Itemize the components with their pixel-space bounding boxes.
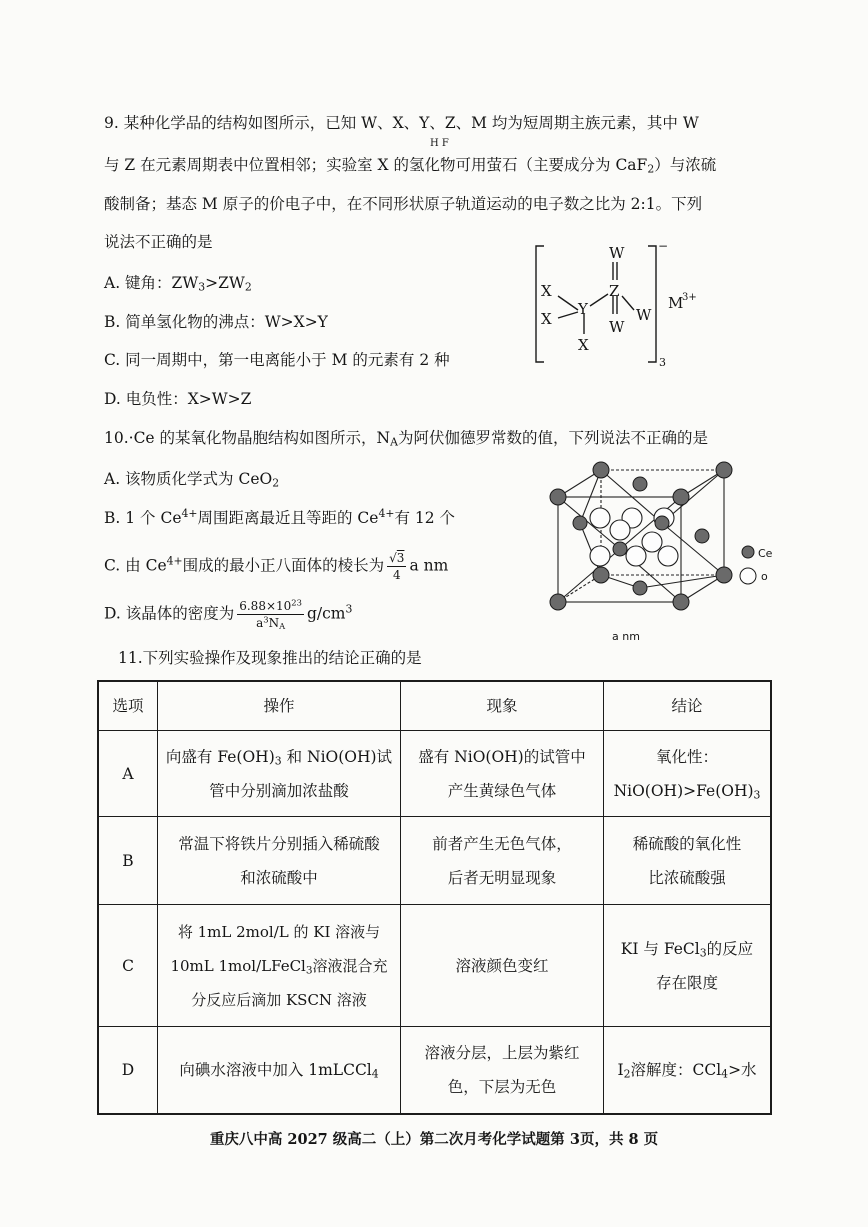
row-d-ph-1: 溶液分层，上层为紫红 — [424, 1044, 580, 1062]
row-b-co-1: 稀硫酸的氧化性 — [632, 834, 742, 853]
table-row-c-phenomenon — [401, 905, 603, 1026]
q9-option-a-mid: >ZW — [205, 274, 245, 292]
table-row-b-phenomenon — [401, 817, 603, 904]
table-row-b-conclusion — [604, 817, 770, 904]
row-a-co-sub: 3 — [753, 788, 761, 802]
row-c-co-2: 的反应 — [706, 939, 754, 958]
table-header-operation — [158, 682, 400, 730]
table-row-d-phenomenon — [401, 1027, 603, 1113]
q10-option-d-unit: g/cm — [306, 604, 346, 623]
row-c-op-3: 溶液混合充 — [312, 956, 388, 975]
row-d-op-1: 向碘水溶液中加入 1mLCCl — [179, 1061, 372, 1079]
row-c-op-1: 将 1mL 2mol/L 的 KI 溶液与 — [177, 922, 381, 941]
row-c-ph-1: 溶液颜色变红 — [455, 956, 549, 975]
legend-ce-label: Ce — [758, 547, 773, 560]
q10-c-numerator: 3 — [396, 551, 405, 565]
q10-c-denominator: 4 — [392, 568, 401, 582]
row-a-co-1: 氧化性： — [655, 747, 718, 766]
q10-option-a-sub: 2 — [272, 476, 280, 490]
q10-option-c — [104, 550, 448, 583]
row-d-co-1: I — [617, 1061, 624, 1079]
q9-line-2-text: 与 Z 在元素周期表中位置相邻；实验室 X 的氢化物可用萤石（主要成分为 CaF — [104, 156, 648, 174]
row-a-op-sub: 3 — [274, 754, 282, 768]
struct-atom-z: Z — [609, 282, 620, 300]
table-row-c-conclusion — [604, 905, 770, 1026]
row-c-op-2: 10mL 1mol/LFeCl — [170, 956, 306, 975]
header-phenomenon-text: 现象 — [486, 697, 518, 715]
struct-cation: M — [668, 294, 684, 312]
q10-option-d-fraction — [237, 598, 304, 631]
header-option-text: 选项 — [112, 697, 144, 715]
table-row-a-operation — [158, 731, 400, 816]
row-a-op-3: 管中分别滴加浓盐酸 — [209, 781, 349, 800]
row-d-ph-2: 色，下层为无色 — [447, 1078, 557, 1096]
q10-option-c-text: C. 由 Ce — [104, 556, 167, 575]
q10-option-c-mid: 围成的最小正八面体的棱长为 — [182, 556, 385, 575]
q9-option-a-sub1: 3 — [198, 280, 206, 294]
q9-structure-diagram — [530, 238, 730, 368]
q10-option-b — [104, 508, 455, 528]
struct-atom-x-2: X — [541, 310, 552, 328]
q10-option-b-text: B. 1 个 Ce — [104, 509, 182, 527]
q10-stem-sub: A — [390, 435, 398, 449]
struct-count: 3 — [659, 356, 666, 368]
struct-atom-x-3: X — [578, 336, 589, 354]
table-header-phenomenon — [401, 682, 603, 730]
row-c-co-sub: 3 — [699, 946, 707, 960]
row-a-op-1: 向盛有 Fe(OH) — [165, 747, 275, 766]
struct-atom-w-right: W — [636, 306, 652, 324]
row-d-op-sub: 4 — [371, 1067, 379, 1081]
q11-stem: 11.下列实验操作及现象推出的结论正确的是 — [118, 649, 422, 667]
q10-stem — [104, 428, 708, 448]
legend-ce-atom-icon — [740, 544, 756, 560]
q10-d-den-sup: 3 — [263, 614, 269, 625]
q9-option-a-sub2: 2 — [244, 280, 252, 294]
q10-d-numerator-sup: 23 — [291, 597, 302, 608]
q10-option-b-mid: 周围距离最近且等距的 Ce — [197, 509, 379, 527]
row-c-op-4: 分反应后滴加 KSCN 溶液 — [191, 990, 367, 1009]
table-row-c-option — [99, 905, 157, 1026]
q9-line-4: 说法不正确的是 — [104, 233, 213, 251]
q9-line-1: 9. 某种化学品的结构如图所示，已知 W、X、Y、Z、M 均为短周期主族元素，其中 W — [104, 114, 699, 132]
q10-option-c-fraction: $\frac{√3}{4}$ — [389, 551, 405, 582]
row-b-option-text: B — [122, 851, 134, 870]
struct-atom-y: Y — [578, 300, 588, 318]
table-row-a-phenomenon — [401, 731, 603, 816]
struct-atom-x-1: X — [541, 282, 552, 300]
q10-d-den-sub: A — [279, 621, 286, 632]
q10-option-b-sup1: 4+ — [181, 507, 198, 521]
q10-d-numerator: 6.88×10 — [239, 599, 292, 613]
row-c-op-sub: 3 — [305, 964, 313, 977]
experiment-table — [97, 680, 772, 1115]
row-c-co-1: KI 与 FeCl — [620, 939, 700, 958]
row-a-co-2: NiO(OH)>Fe(OH) — [613, 781, 754, 800]
q9-option-d: D. 电负性：X>W>Z — [104, 390, 252, 408]
caf2-subscript: 2 — [647, 162, 655, 176]
crystal-cell-diagram — [540, 460, 740, 650]
row-b-co-2: 比浓硫酸强 — [648, 868, 726, 887]
struct-cation-charge: 3+ — [682, 292, 697, 303]
row-d-co-3: >水 — [728, 1061, 757, 1079]
table-row-d-conclusion — [604, 1027, 770, 1113]
row-d-option-text: D — [121, 1061, 135, 1079]
q9-hf-note: H F — [430, 138, 449, 149]
q10-option-d-text: D. 该晶体的密度为 — [104, 604, 235, 623]
q9-option-b: B. 简单氢化物的沸点：W>X>Y — [104, 313, 328, 331]
row-a-option-text: A — [122, 764, 134, 783]
table-row-c-operation — [158, 905, 400, 1026]
q9-line-3: 酸制备；基态 M 原子的价电子中，在不同形状原子轨道运动的电子数之比为 2:1。下列 — [104, 195, 703, 213]
header-conclusion-text: 结论 — [671, 697, 703, 715]
row-b-ph-1: 前者产生无色气体， — [432, 834, 572, 853]
row-a-op-2: 和 NiO(OH)试 — [281, 747, 393, 766]
q10-d-den-a: a — [256, 616, 264, 630]
table-row-a-option — [99, 731, 157, 816]
q9-option-c: C. 同一周期中，第一电离能小于 M 的元素有 2 种 — [104, 351, 450, 369]
q10-option-d-unit-sup: 3 — [345, 602, 353, 616]
q10-stem-text: 10.·Ce 的某氧化物晶胞结构如图所示，N — [104, 429, 391, 447]
q10-option-c-sup: 4+ — [166, 554, 183, 568]
cell-edge-label: a nm — [612, 630, 640, 643]
row-b-ph-2: 后者无明显现象 — [447, 868, 557, 887]
header-operation-text: 操作 — [263, 697, 295, 715]
table-row-b-operation — [158, 817, 400, 904]
struct-atom-w-top: W — [609, 244, 625, 262]
q10-option-c-tail: a nm — [409, 556, 449, 575]
q9-option-a — [104, 273, 252, 293]
row-b-op-2: 和浓硫酸中 — [240, 868, 318, 887]
legend-o-atom-icon — [738, 566, 758, 586]
q10-option-a — [104, 469, 279, 489]
table-row-a-conclusion — [604, 731, 770, 816]
table-row-b-option — [99, 817, 157, 904]
row-a-ph-1: 盛有 NiO(OH)的试管中 — [418, 747, 586, 766]
q10-option-b-sup2: 4+ — [378, 507, 395, 521]
q10-d-den-n: N — [268, 616, 280, 630]
row-d-co-sub2: 4 — [721, 1067, 729, 1081]
table-header-option — [99, 682, 157, 730]
row-c-option-text: C — [122, 956, 134, 975]
table-row-d-operation — [158, 1027, 400, 1113]
struct-atom-w-bottom: W — [609, 318, 625, 336]
row-a-ph-2: 产生黄绿色气体 — [447, 781, 557, 800]
page-footer: 重庆八中高 2027 级高二（上）第二次月考化学试题第 3页，共 8 页 — [209, 1131, 659, 1148]
row-d-co-2: 溶解度：CCl — [630, 1061, 722, 1079]
row-b-op-1: 常温下将铁片分别插入稀硫酸 — [178, 834, 380, 853]
q10-option-b-tail: 有 12 个 — [394, 509, 456, 527]
q9-option-a-text: A. 键角：ZW — [104, 274, 199, 292]
q9-line-2 — [104, 155, 716, 175]
table-header-conclusion — [604, 682, 770, 730]
q9-line-2-tail: ）与浓硫 — [654, 156, 717, 174]
q10-option-d — [104, 598, 352, 631]
row-d-co-sub1: 2 — [623, 1067, 631, 1081]
q10-stem-tail: 为阿伏伽德罗常数的值，下列说法不正确的是 — [397, 429, 708, 447]
legend-o-label: o — [761, 570, 768, 583]
table-row-d-option — [99, 1027, 157, 1113]
struct-charge-minus: − — [658, 239, 669, 253]
row-c-co-3: 存在限度 — [655, 973, 718, 992]
q10-option-a-text: A. 该物质化学式为 CeO — [104, 470, 273, 488]
